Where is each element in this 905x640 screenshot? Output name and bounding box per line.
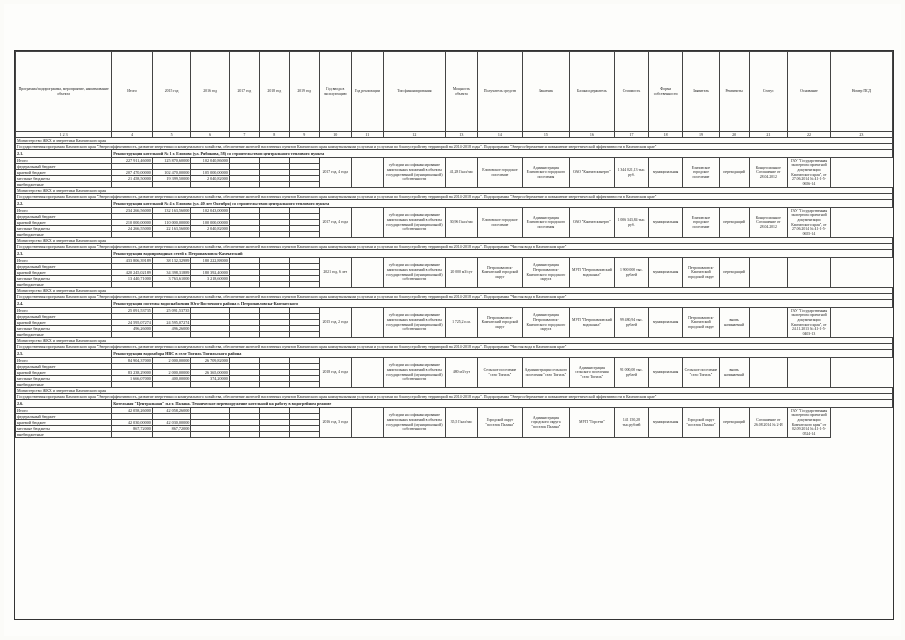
balance-holder: ОАО "Камчатскэнерго" [569,208,614,238]
finance-2019 [289,432,319,438]
col-number: 22 [788,132,831,138]
recipient: Сельское поселение "село Тигиль" [477,358,522,388]
col-header: Статус [749,52,788,132]
recipient: Петропавловск-Камчатский городской округ [477,258,522,288]
finance-total: 13 440,71000 [112,276,153,282]
finance-label: краевой бюджет [16,370,112,376]
recipient: Городской округ "поселок Палана" [477,408,522,438]
item-title: Реконструкция котельной № 4 г. Елизово (ул. 40 лет Октября) со строительством центрального теплового пункта [112,200,893,208]
finance-2015 [152,432,191,438]
col-number: 20 [719,132,749,138]
item-title: Реконструкция котельной № 1 г. Елизово (ул. Рябикова, 58) со строительством центрального теплового пункта [112,150,893,158]
ministry-label: Министерство ЖКХ и энергетики Камчатского края [16,338,893,344]
finance-label: внебюджетные [16,382,112,388]
recipient: Петропавловск-Камчатский городской округ [477,308,522,338]
finance-total: 1 666,07000 [112,376,153,382]
col-number: 23 [830,132,892,138]
finance-total: 867,72000 [112,426,153,432]
finance-2016: 180 222,88000 [191,258,230,264]
capacity: 480 м3/сут [445,358,477,388]
balance-holder: МУП "Горсети" [569,408,614,438]
col-header: Форма собственности [649,52,683,132]
ownership: муниципальная [649,208,683,238]
cost: 91 000,00 тыс. рублей [614,358,648,388]
item-title-row [16,400,893,408]
ministry-label: Министерство ЖКХ и энергетики Камчатского края [16,238,893,244]
col-header: Программа/подпрограмма, мероприятие, наименование объекта [16,52,112,132]
item-title: Котельная "Центральная" п.г.т. Палана. Техническое перевооружение котельной на работу в водогрейном режиме [112,400,893,408]
year-commission: 2017 год, 4 года [319,208,351,238]
year-realization [351,358,383,388]
finance-2015: 2 000,00000 [152,370,191,376]
finance-total: 210 000,00000 [112,220,153,226]
year-realization [351,258,383,288]
finance-2015: 102 470,00000 [152,170,191,176]
finance-label: федеральный бюджет [16,264,112,270]
finance-2015: 34 398,31889 [152,270,191,276]
col-header: Стоимость [614,52,648,132]
financing-type: субсидии на софинансирование капитальных вложений в объекты государственной (муниципальной) собственности [383,358,445,388]
finance-2015: 24 595,07274 [152,320,191,326]
finance-label: местные бюджеты [16,426,112,432]
capacity: 20 000 м3/сут [445,258,477,288]
finance-total: 24 595,07274 [112,320,153,326]
customer: Администрация Петропавловск-Камчатского городского округа [522,308,569,338]
customer: Администрация Елизовского городского поселения [522,158,569,188]
finance-2015: 42 030,00000 [152,420,191,426]
col-header: Балансодержатель [569,52,614,132]
psd-number: ГАУ "Государственная экспертиза проектной документации Камчатского края", от 27.06.2014 № 41-1-5-0656-14 [788,158,831,188]
psd-number: ГАУ "Государственная экспертиза проектной документации Камчатского края", от 27.06.2014 № 41-1-5-0655-14 [788,208,831,238]
col-number: 15 [522,132,569,138]
status: переходящий [719,158,749,188]
year-realization [351,308,383,338]
finance-2017 [229,432,259,438]
finance-2016: 102 040,86000 [191,158,230,164]
finance-total: 25 091,53735 [112,308,153,314]
basis: Концессионное Соглашение от 28.04.2012 [749,158,788,188]
program-label: Государственная программа Камчатского края "Энергоэффективность, развитие энергетики и коммунального хозяйства, обеспечение жителей населенных пунктов Камчатского края коммунальными услугами и услугами по благоустройству территорий на 2014-2018 годы". Подпрограмма "Энергосбережение и повышение энергетической эффективности в Камчатском крае" [16,394,893,400]
finance-label: краевой бюджет [16,270,112,276]
finance-label: местные бюджеты [16,276,112,282]
item-title: Реконструкция системы водоснабжения Юго-Восточного района г. Петропавловска-Камчатского [112,300,893,308]
recipient: Елизовское городское поселение [477,208,522,238]
finance-2016 [191,432,230,438]
col-number: 5 [152,132,191,138]
finance-total: 24 266,55000 [112,226,153,232]
finance-total: 42 030,00000 [112,420,153,426]
col-number: 13 [445,132,477,138]
balance-holder: ОАО "Камчатскэнерго" [569,158,614,188]
col-number: 6 [191,132,230,138]
year-commission: 2016 год, 3 года [319,408,351,438]
item-title: Реконструкция водопроводных сетей г. Петропавловск-Камчатский [112,250,893,258]
ministry-label: Министерство ЖКХ и энергетики Камчатского края [16,388,893,394]
col-number: 7 [229,132,259,138]
ministry-label: Министерство ЖКХ и энергетики Камчатского края [16,188,893,194]
balance-holder: МУП "Петропавловский водоканал" [569,258,614,288]
finance-2015: 400,00000 [152,376,191,382]
col-header: 2018 год [259,52,289,132]
finance-row [16,158,893,164]
program-label: Государственная программа Камчатского края "Энергоэффективность, развитие энергетики и коммунального хозяйства, обеспечение жителей населенных пунктов Камчатского края коммунальными услугами и услугами по благоустройству территорий на 2014-2018 годы". Подпрограмма "Энергосбережение и повышение энергетической эффективности в Камчатском крае" [16,144,893,150]
finance-total: 84 904,37000 [112,358,153,364]
finance-row [16,408,893,414]
col-number: 17 [614,132,648,138]
capacity: 41,28 Гкал/час [445,158,477,188]
applicant: Петропавловск-Камчатский городской округ [683,258,719,288]
ownership: муниципальная [649,258,683,288]
item-title-row [16,300,893,308]
col-header: 2015 год [152,52,191,132]
program-label: Государственная программа Камчатского края "Энергоэффективность, развитие энергетики и коммунального хозяйства, обеспечение жителей населенных пунктов Камчатского края коммунальными услугами и услугами по благоустройству территорий на 2014-2018 годы". Подпрограмма "Чистая вода в Камчатском крае" [16,294,893,300]
item-title-row [16,150,893,158]
finance-label: Итого [16,358,112,364]
finance-2015: 110 000,00000 [152,220,191,226]
basis [749,258,788,288]
finance-label: федеральный бюджет [16,214,112,220]
finance-label: краевой бюджет [16,220,112,226]
finance-2015: 25 091,53735 [152,308,191,314]
col-number: 14 [477,132,522,138]
col-header: Мощность объекта [445,52,477,132]
financing-type: субсидии на софинансирование капитальных вложений в объекты государственной (муниципальной) собственности [383,208,445,238]
finance-label: федеральный бюджет [16,164,112,170]
year-commission: 2015 год, 2 года [319,308,351,338]
basis: Концессионное Соглашение от 28.04.2012 [749,208,788,238]
finance-label: краевой бюджет [16,170,112,176]
finance-2015: 42 058,26000 [152,408,191,414]
finance-label: местные бюджеты [16,176,112,182]
finance-2015: 38 132,32989 [152,258,191,264]
finance-label: местные бюджеты [16,226,112,232]
psd-number [788,258,831,288]
finance-label: Итого [16,208,112,214]
psd-number [788,358,831,388]
program-label: Государственная программа Камчатского края "Энергоэффективность, развитие энергетики и коммунального хозяйства, обеспечение жителей населенных пунктов Камчатского края коммунальными услугами и услугами по благоустройству территорий на 2014-2018 годы". Подпрограмма "Чистая вода в Камчатском крае" [16,344,893,350]
investment-table [14,50,894,620]
finance-label: краевой бюджет [16,320,112,326]
capacity: 35,5 Гкал/час [445,408,477,438]
col-header: 2016 год [191,52,230,132]
finance-label: внебюджетные [16,182,112,188]
year-realization [351,408,383,438]
finance-row [16,258,893,264]
finance-label: местные бюджеты [16,326,112,332]
finance-label: Итого [16,158,112,164]
col-header: 2019 год [289,52,319,132]
item-number: 2.4. [16,300,112,308]
status: вновь начинаемый [719,308,749,338]
applicant: Городской округ "поселок Палана" [683,408,719,438]
year-commission: 2021 год, 6 лет [319,258,351,288]
basis [749,358,788,388]
finance-label: Итого [16,258,112,264]
finance-total: 420 245,02189 [112,270,153,276]
year-commission: 2018 год, 4 года [319,358,351,388]
finance-total: 83 238,29000 [112,370,153,376]
col-number: 19 [683,132,719,138]
year-realization [351,208,383,238]
program-label: Государственная программа Камчатского края "Энергоэффективность, развитие энергетики и коммунального хозяйства, обеспечение жителей населенных пунктов Камчатского края коммунальными услугами и услугами по благоустройству территорий на 2014-2018 годы". Подпрограмма "Чистая вода в Камчатском крае" [16,244,893,250]
psd-number: ГАУ "Государственная экспертиза проектной документации Камчатского края" от 02.09.2014 № 41-1-5-0524-14 [788,408,831,438]
finance-2016: 180 392,40000 [191,270,230,276]
finance-label: федеральный бюджет [16,314,112,320]
finance-2016: 26 709,82000 [191,358,230,364]
finance-total: 42 058,26000 [112,408,153,414]
finance-label: местные бюджеты [16,376,112,382]
finance-total: 21 458,50000 [112,176,153,182]
item-number: 2.2. [16,200,112,208]
item-number: 2.6. [16,400,112,408]
ownership: муниципальная [649,408,683,438]
finance-2016: 374,20000 [191,376,230,382]
ownership: муниципальная [649,358,683,388]
finance-2015: 3 763,61000 [152,276,191,282]
status: переходящий [719,258,749,288]
col-header: Получатель средств [477,52,522,132]
finance-2016: 3 218,60000 [191,276,230,282]
financing-type: субсидии на софинансирование капитальных вложений в объекты государственной (муниципальной) собственности [383,308,445,338]
balance-holder: МУП "Петропавловский водоканал" [569,308,614,338]
table-body [16,138,893,438]
item-title: Реконструкция водозабора НВС в селе Тигиль Тигильского района [112,350,893,358]
col-number: 18 [649,132,683,138]
finance-2015: 867,72000 [152,426,191,432]
capacity: 30,96 Гкал/час [445,208,477,238]
financing-type: субсидии на софинансирование капитальных вложений в объекты государственной (муниципальной) собственности [383,408,445,438]
finance-total [112,432,153,438]
cost: 99 480,94 тыс. рублей [614,308,648,338]
balance-holder: Администрация сельского поселения "село Тигиль" [569,358,614,388]
customer: Администрация сельского поселения "село Тигиль" [522,358,569,388]
col-number: 16 [569,132,614,138]
col-header: Год ввода в эксплуатацию [319,52,351,132]
finance-label: внебюджетные [16,232,112,238]
col-number: 21 [749,132,788,138]
finance-label: внебюджетные [16,332,112,338]
item-title-row [16,200,893,208]
col-number-text: 3 [65,132,68,137]
finance-label: Итого [16,308,112,314]
financing-type: субсидии на софинансирование капитальных вложений в объекты государственной (муниципальной) собственности [383,258,445,288]
finance-row [16,308,893,314]
finance-2018 [259,432,289,438]
financing-type: субсидии на софинансирование капитальных вложений в объекты государственной (муниципальной) собственности [383,158,445,188]
header-row [16,52,893,132]
finance-2016: 26 365,00000 [191,370,230,376]
finance-2016: 2 040,82000 [191,226,230,232]
col-number: 9 [289,132,319,138]
finance-2016: 2 040,82000 [191,176,230,182]
col-number: 11 [351,132,383,138]
item-number: 2.3. [16,250,112,258]
finance-2016: 105 000,00000 [191,170,230,176]
finance-row [16,208,893,214]
finance-2015: 125 870,60000 [152,158,191,164]
col-number-text: 2 [62,132,65,137]
col-number: 12 [383,132,445,138]
cost: 1 006 343,84 тыс. руб. [614,208,648,238]
item-title-row [16,250,893,258]
year-commission: 2017 год, 4 года [319,158,351,188]
cost: 1 900 000 тыс. рублей [614,258,648,288]
year-realization [351,158,383,188]
status: переходящий [719,208,749,238]
ownership: муниципальная [649,158,683,188]
ministry-label: Министерство ЖКХ и энергетики Камчатского края [16,138,893,144]
finance-total: 496,26000 [112,326,153,332]
col-header: Номер ПСД [830,52,892,132]
finance-2015: 19 399,50000 [152,176,191,182]
col-header: Заказчик [522,52,569,132]
item-number: 2.5. [16,350,112,358]
col-number: 10 [319,132,351,138]
cost: 1 344 021,13 тыс. руб. [614,158,648,188]
ministry-label: Министерство ЖКХ и энергетики Камчатского края [16,288,893,294]
customer: Администрация городского округа "поселок Палана" [522,408,569,438]
finance-total: 207 470,00000 [112,170,153,176]
psd-number: ГАУ "Государственная экспертиза проектной документации Камчатского края", от 24.11.2013 № 41-1-5-0403-13 [788,308,831,338]
finance-label: краевой бюджет [16,420,112,426]
basis [749,308,788,338]
col-number: 8 [259,132,289,138]
scanned-sheet [4,4,901,636]
finance-label: федеральный бюджет [16,414,112,420]
col-header: Итого [112,52,153,132]
finance-label: Итого [16,408,112,414]
customer: Администрация Петропавловск-Камчатского городского округа [522,258,569,288]
table [15,51,893,438]
customer: Администрация Елизовского городского поселения [522,208,569,238]
status: переходящий [719,408,749,438]
col-number-text: 1 [59,132,62,137]
col-header: Тип финансирования [383,52,445,132]
program-label: Государственная программа Камчатского края "Энергоэффективность, развитие энергетики и коммунального хозяйства, обеспечение жителей населенных пунктов Камчатского края коммунальными услугами и услугами по благоустройству территорий на 2014-2018 годы". Подпрограмма "Энергосбережение и повышение энергетической эффективности в Камчатском крае" [16,194,893,200]
finance-2016: 102 043,00000 [191,208,230,214]
ownership: муниципальная [649,308,683,338]
col-header: Год реализации [351,52,383,132]
finance-total: 227 911,46000 [112,158,153,164]
finance-2015: 132 163,56000 [152,208,191,214]
applicant: Сельское поселение "село Тигиль" [683,358,719,388]
cost: 141 150,28 тыс.рублей [614,408,648,438]
status: вновь начинаемый [719,358,749,388]
finance-total: 433 806,39189 [112,258,153,264]
applicant: Петропавловск-Камчатский городской округ [683,308,719,338]
finance-label: внебюджетные [16,282,112,288]
capacity: 1 725,2 п.м. [445,308,477,338]
col-header: Заявитель [683,52,719,132]
finance-label: внебюджетные [16,432,112,438]
finance-2015: 496,26000 [152,326,191,332]
finance-2015: 2 000,00000 [152,358,191,364]
recipient: Елизовское городское поселение [477,158,522,188]
finance-total: 234 266,56000 [112,208,153,214]
applicant: Елизовское городское поселение [683,158,719,188]
col-header: 2017 год [229,52,259,132]
finance-label: федеральный бюджет [16,364,112,370]
finance-row [16,358,893,364]
finance-2016: 100 000,00000 [191,220,230,226]
col-header: Основание [788,52,831,132]
col-header: Реквизиты [719,52,749,132]
col-number: 4 [112,132,153,138]
applicant: Елизовское городское поселение [683,208,719,238]
item-number: 2.1. [16,150,112,158]
finance-2015: 22 163,56000 [152,226,191,232]
basis: Соглашение от 26.08.2014 № 2-И [749,408,788,438]
item-title-row [16,350,893,358]
